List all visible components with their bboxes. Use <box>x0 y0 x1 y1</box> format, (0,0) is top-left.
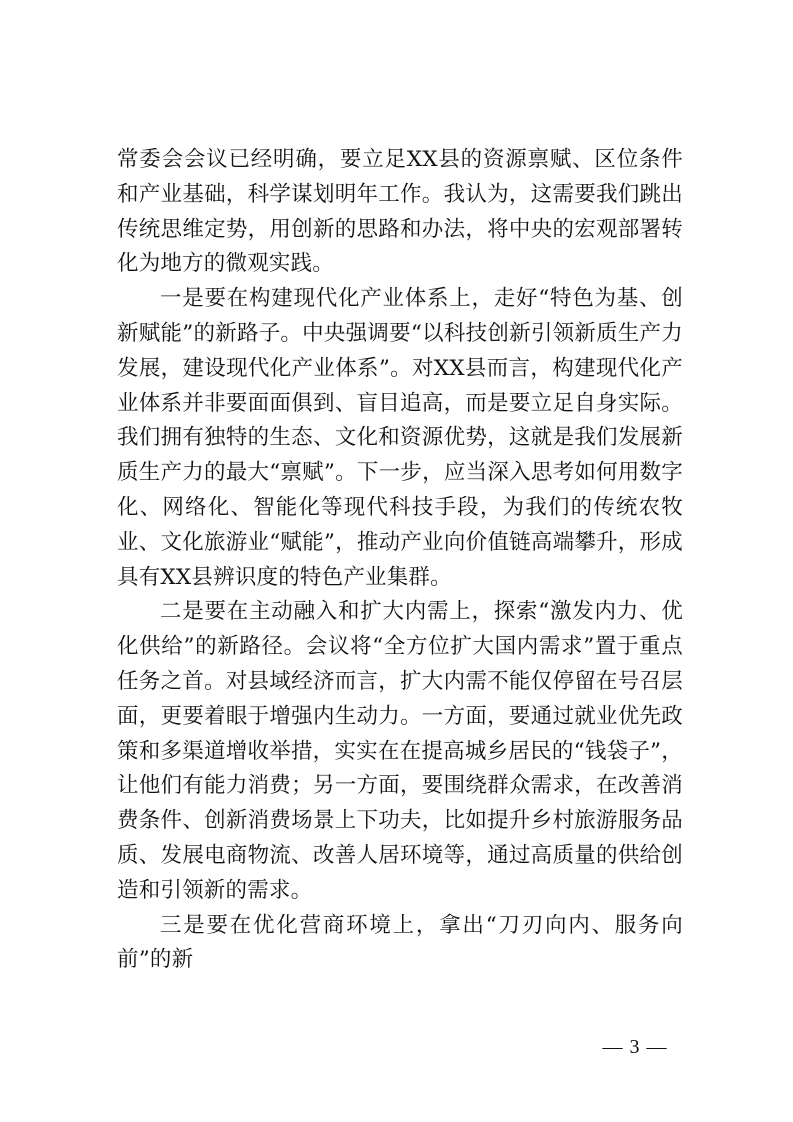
paragraph-demand: 二是要在主动融入和扩大内需上，探索“激发内力、优化供给”的新路径。会议将“全方位扩大国内需求”置于重点任务之首。对县域经济而言，扩大内需不能仅停留在号召层面，更要着眼于增强内生动力。一方面，要通过就业优先政策和多渠道增收举措，实实在在提高城乡居民的“钱袋子”，让他们有能力消费；另一方面，要围绕群众需求，在改善消费条件、创新消费场景上下功夫，比如提升乡村旅游服务品质、发展电商物流、改善人居环境等，通过高质量的供给创造和引领新的需求。 <box>117 599 683 903</box>
page-number: — 3 — <box>602 1036 668 1058</box>
paragraph-intro: 常委会会议已经明确，要立足XX县的资源禀赋、区位条件和产业基础，科学谋划明年工作。我认为，这需要我们跳出传统思维定势，用创新的思路和办法，将中央的宏观部署转化为地方的微观实践。 <box>117 147 683 277</box>
body-text <box>117 143 683 978</box>
paragraph-business-environment: 三是要在优化营商环境上，拿出“刀刃向内、服务向前”的新 <box>117 912 683 973</box>
paragraph-industry: 一是要在构建现代化产业体系上，走好“特色为基、创新赋能”的新路子。中央强调要“以科技创新引领新质生产力发展，建设现代化产业体系”。对XX县而言，构建现代化产业体系并非要面面俱到、盲目追高，而是要立足自身实际。我们拥有独特的生态、文化和资源优势，这就是我们发展新质生产力的最大“禀赋”。下一步，应当深入思考如何用数字化、网络化、智能化等现代科技手段，为我们的传统农牧业、文化旅游业“赋能”，推动产业向价值链高端攀升，形成具有XX县辨识度的特色产业集群。 <box>117 286 683 590</box>
